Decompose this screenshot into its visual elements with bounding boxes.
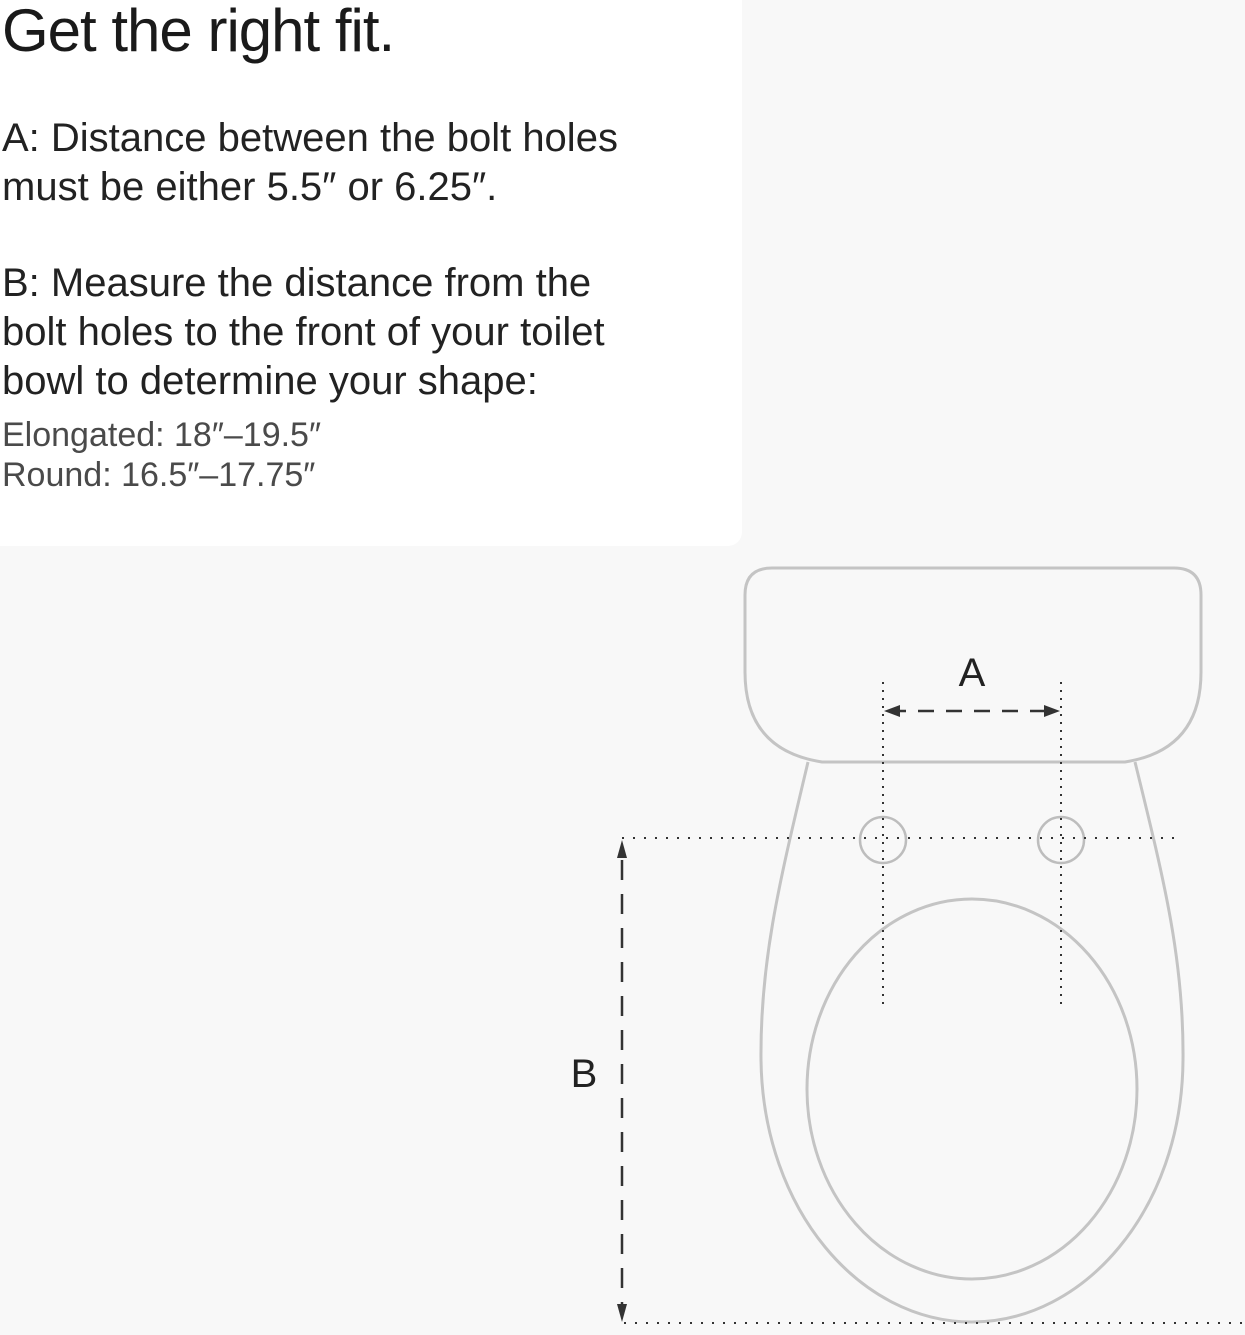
page-title: Get the right fit. (2, 0, 395, 64)
instruction-b-line-3: bowl to determine your shape: (2, 359, 538, 403)
dimension-b-arrowhead-bottom (617, 1304, 627, 1322)
bolt-hole-left (860, 817, 906, 863)
shape-range-round: Round: 16.5″–17.75″ (2, 456, 316, 494)
dimension-a-label: A (958, 651, 986, 695)
dimension-b-label: B (570, 1052, 598, 1096)
instruction-a-line-2: must be either 5.5″ or 6.25″. (2, 165, 498, 209)
toilet-seat-opening (807, 899, 1137, 1279)
shape-range-elongated: Elongated: 18″–19.5″ (2, 416, 321, 454)
instruction-b-line-2: bolt holes to the front of your toilet (2, 310, 605, 354)
instruction-a-line-1: A: Distance between the bolt holes (2, 116, 618, 160)
dimension-a-arrowhead-right (1044, 705, 1060, 717)
dimension-a-arrowhead-left (884, 705, 900, 717)
instruction-b-line-1: B: Measure the distance from the (2, 261, 592, 305)
bolt-hole-right (1038, 817, 1084, 863)
toilet-bowl-outer (761, 762, 1183, 1322)
dimension-b-arrowhead-top (617, 840, 627, 858)
